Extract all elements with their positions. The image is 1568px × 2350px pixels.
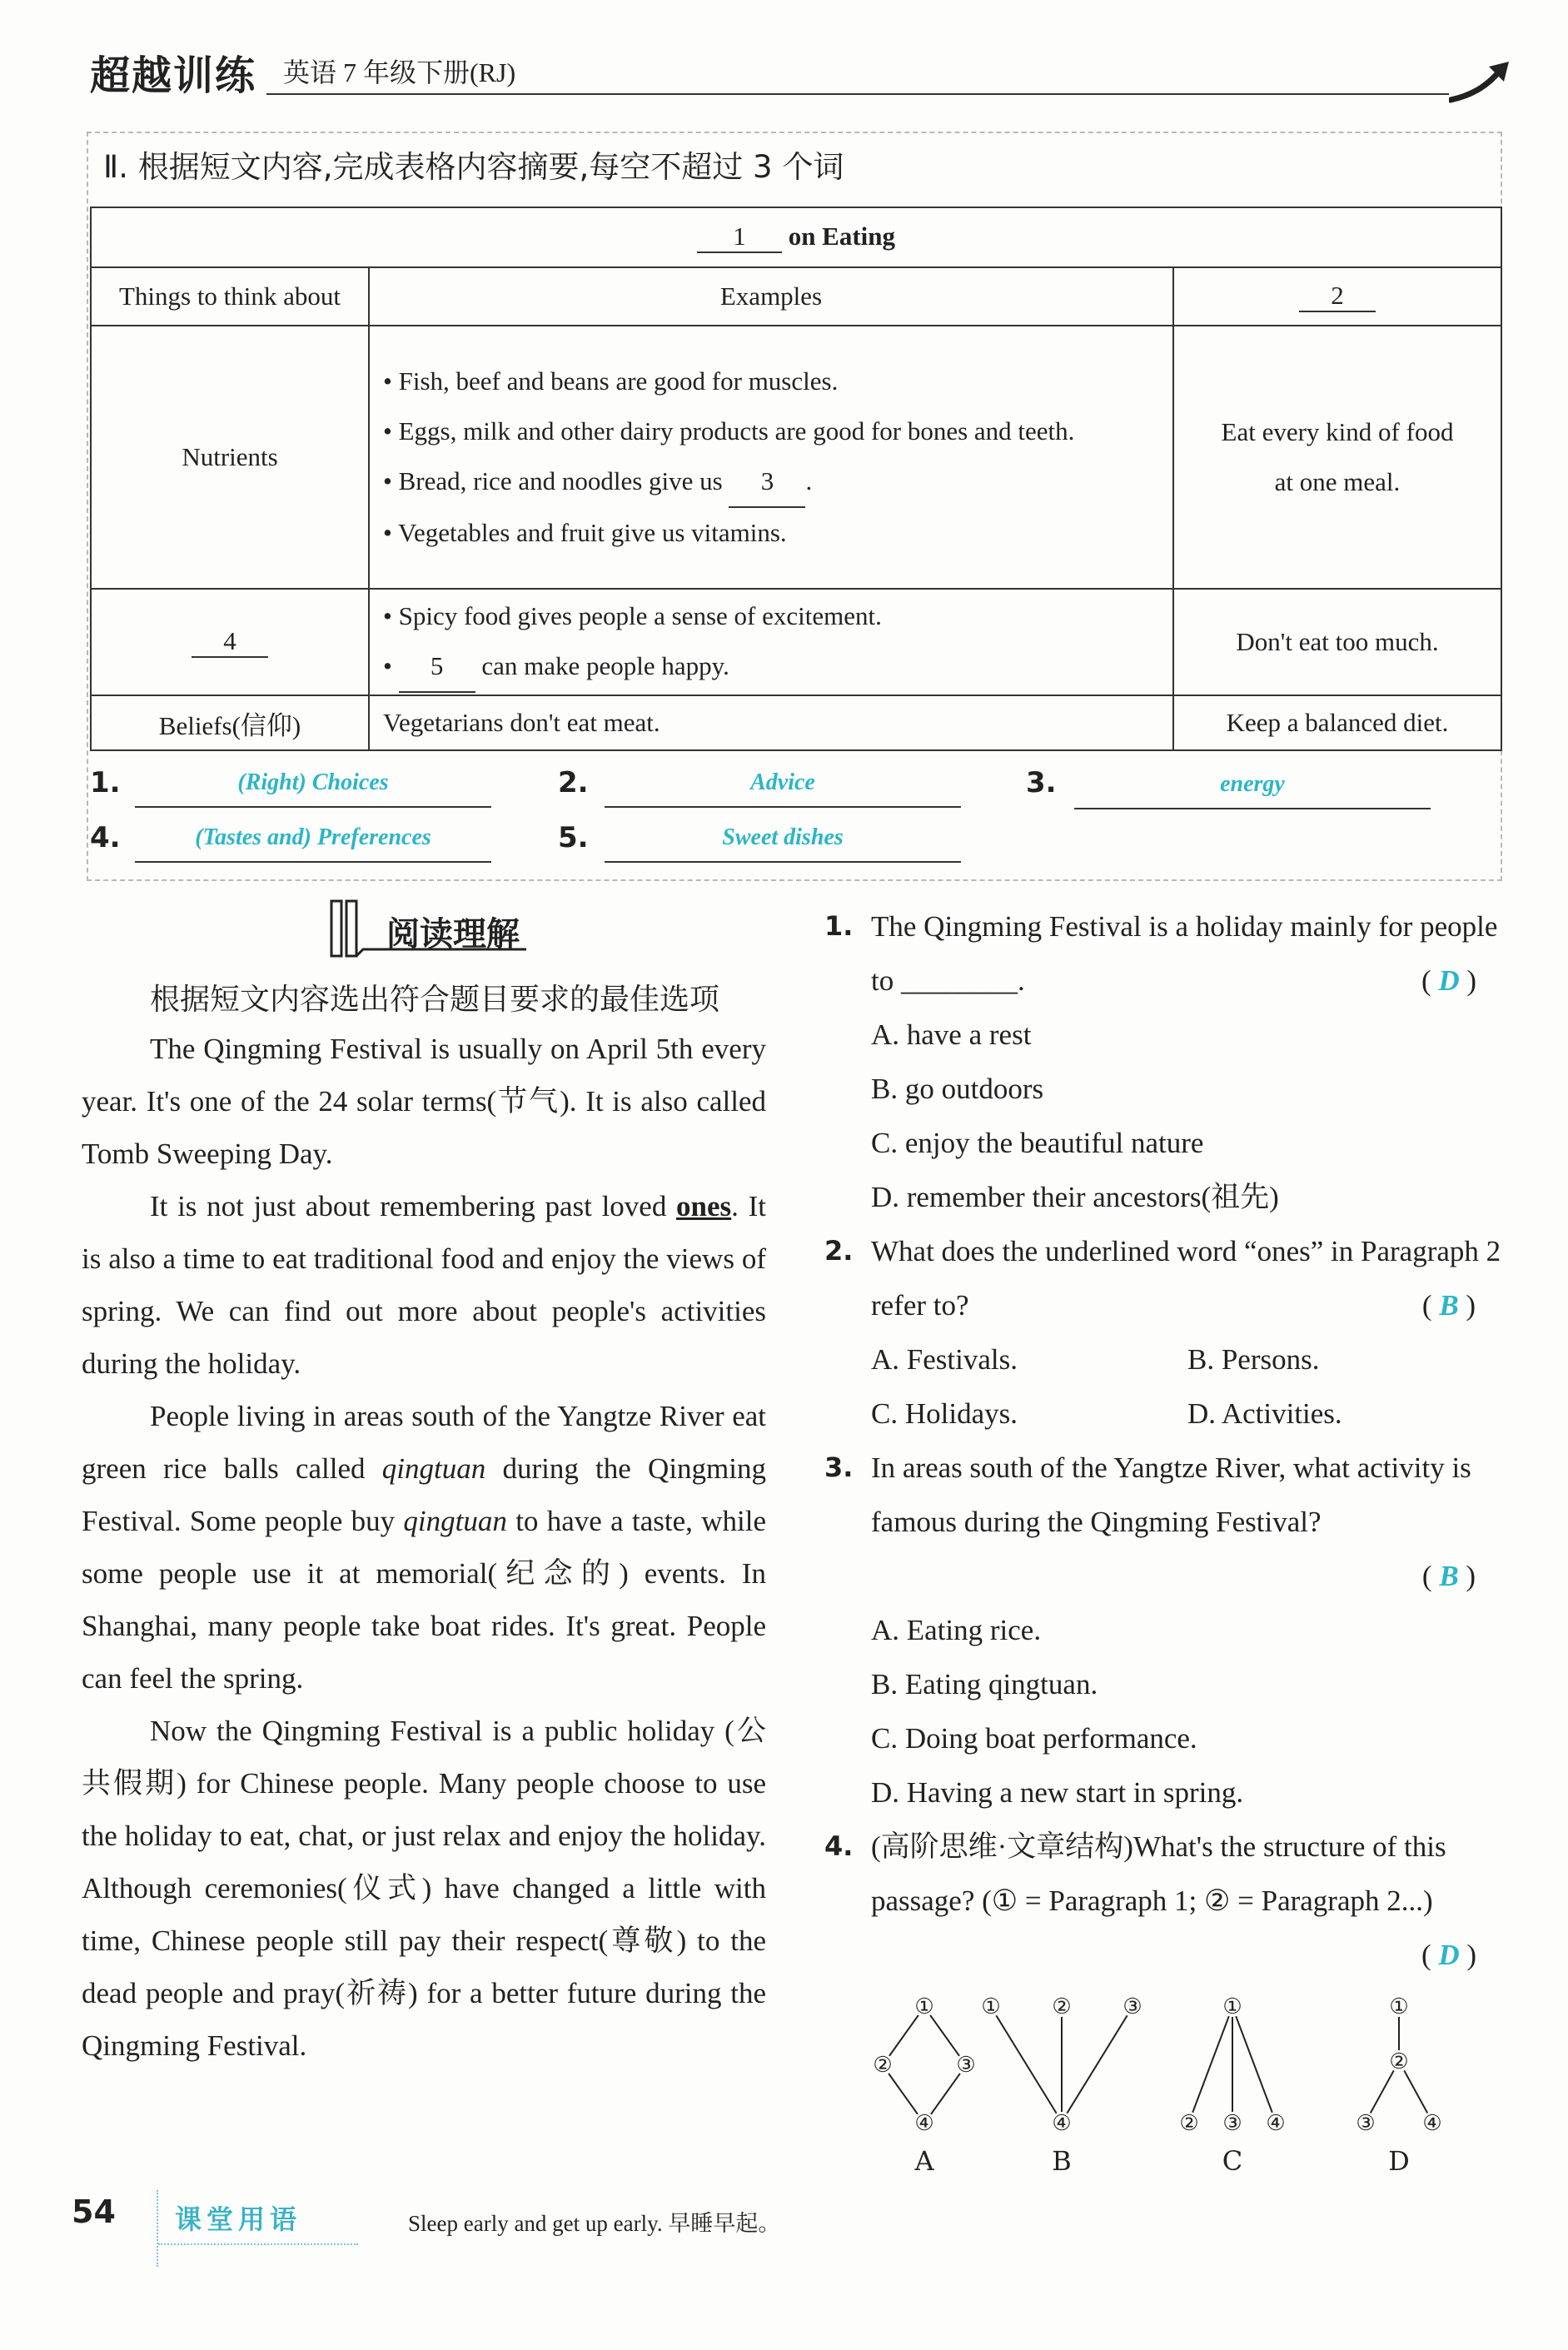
row-nutrients-label: Nutrients [91, 326, 369, 589]
question-3-answer: B [1439, 1560, 1459, 1592]
paragraph-2 [82, 1180, 766, 1390]
footer-divider [157, 2190, 158, 2267]
diagram-a-node-2: ② [873, 2053, 893, 2078]
reading-passage [82, 1023, 766, 2072]
answer-line-3 [1074, 771, 1431, 809]
diagram-c-node-3: ③ [1222, 2111, 1242, 2136]
q2-option-b: B. Persons. [1187, 1343, 1320, 1376]
section2-title: Ⅱ. 根据短文内容,完成表格内容摘要,每空不超过 3 个词 [103, 149, 844, 185]
diagram-b-node-2: ② [1052, 1994, 1072, 2019]
q3-option-d: D. Having a new start in spring. [871, 1776, 1244, 1809]
answer-paren-1: ( D ) [1421, 964, 1477, 997]
question-2-stem: What does the underlined word “ones” in Paragraph 2 refer to? [871, 1235, 1501, 1322]
diagram-label-d: D [1388, 2145, 1410, 2177]
diagram-c-node-1: ① [1222, 1994, 1242, 2019]
reading-section-title: 阅读理解 [386, 915, 520, 953]
answer-line-4 [135, 824, 491, 863]
q3-option-b: B. Eating qingtuan. [871, 1668, 1098, 1700]
q2-option-d: D. Activities. [1187, 1397, 1342, 1430]
table-title-cell [91, 207, 1501, 267]
q1-option-d: D. remember their ancestors(祖先) [871, 1181, 1279, 1213]
row-4-examples [369, 589, 1173, 695]
question-1-number: 1. [824, 910, 854, 942]
footer-rule [158, 2243, 358, 2245]
answer-line-1 [135, 769, 491, 808]
question-1-stem: The Qingming Festival is a holiday mainly for people to ________. [871, 910, 1498, 997]
nutrients-bullet-3 [383, 456, 1159, 508]
question-4-stem: (高阶思维·文章结构)What's the structure of this passage? (① = Paragraph 1; ② = Paragraph 2...) [871, 1830, 1446, 1917]
arrow-icon [1449, 58, 1516, 108]
answer-1: (Right) Choices [237, 769, 389, 795]
question-1 [824, 899, 1507, 1008]
blank-1: 1 [697, 222, 782, 253]
answer-paren-4: ( D ) [1421, 1939, 1477, 1971]
underlined-word: ones [676, 1190, 732, 1222]
nutrients-bullet-2: • Eggs, milk and other dairy products are good for bones and teeth. [383, 416, 1075, 446]
paragraph-3 [82, 1390, 766, 1705]
diagram-b-node-4: ④ [1052, 2111, 1072, 2136]
header-rule [266, 93, 1449, 95]
header-brand: 超越训练 [90, 52, 257, 99]
answer-paren-4-row [824, 1928, 1507, 1982]
diagram-c-node-4: ④ [1266, 2111, 1286, 2136]
p3-text-b: during the Qingming Festival. Some people buy [82, 1452, 766, 1537]
diagram-label-b: B [1052, 2145, 1072, 2177]
answer-num-1: 1. [90, 766, 121, 799]
answer-line-5 [605, 824, 961, 863]
diagram-label-a: A [914, 2145, 934, 2177]
structure-diagrams [858, 1982, 1474, 2182]
answer-paren-3-row [824, 1549, 1507, 1603]
diagram-a-node-1: ① [914, 1994, 934, 2019]
row-beliefs-advice: Keep a balanced diet. [1173, 695, 1501, 750]
bullet-3-post: . [805, 466, 813, 495]
q2-options-row-2 [824, 1387, 1507, 1441]
q1-option-c: C. enjoy the beautiful nature [871, 1127, 1204, 1159]
row-4-advice: Don't eat too much. [1173, 589, 1501, 695]
diagram-b-node-3: ③ [1122, 1994, 1142, 2019]
answer-num-3: 3. [1026, 766, 1057, 799]
q3-option-c: C. Doing boat performance. [871, 1722, 1197, 1755]
row4-bullet-2 [383, 641, 1159, 693]
nutrients-advice-text: Eat every kind of food at one meal. [1221, 417, 1454, 496]
p3-text-a: People living in areas south of the Yangtze River eat green rice balls called [82, 1400, 766, 1485]
nutrients-bullet-1: • Fish, beef and beans are good for muscles. [383, 366, 839, 396]
question-4 [824, 1820, 1507, 1928]
answer-paren-2: ( B ) [1421, 1289, 1476, 1322]
diagram-a-node-3: ③ [956, 2053, 976, 2078]
question-3-number: 3. [824, 1451, 854, 1483]
diagram-a-node-4: ④ [914, 2111, 934, 2136]
answer-num-5: 5. [558, 821, 589, 854]
row4-bullet-2-text: can make people happy. [481, 651, 729, 680]
col1-header: Things to think about [91, 267, 369, 326]
p3-italic-2: qingtuan [403, 1505, 507, 1537]
q3-option-a: A. Eating rice. [871, 1614, 1042, 1646]
footer-text: Sleep early and get up early. 早睡早起。 [408, 2211, 781, 2236]
row4-bullet-1: • Spicy food gives people a sense of excitement. [383, 601, 882, 630]
question-1-answer: D [1438, 964, 1460, 997]
question-3-stem: In areas south of the Yangtze River, what activity is famous during the Qingming Festival? [871, 1451, 1471, 1538]
row-beliefs-example: Vegetarians don't eat meat. [369, 695, 1173, 750]
reading-instruction: 根据短文内容选出符合题目要求的最佳选项 [150, 983, 720, 1017]
blank-4: 4 [192, 626, 268, 658]
question-2-answer: B [1439, 1289, 1459, 1322]
answer-5: Sweet dishes [722, 824, 844, 850]
col3-header [1173, 267, 1501, 326]
blank-2: 2 [1299, 281, 1376, 312]
blank-3: 3 [729, 456, 805, 508]
p3-italic-1: qingtuan [381, 1452, 486, 1485]
row-beliefs-label: Beliefs(信仰) [91, 695, 369, 750]
col2-header: Examples [369, 267, 1173, 326]
diagram-d-node-4: ④ [1422, 2111, 1442, 2136]
q2-option-c: C. Holidays. [871, 1397, 1018, 1430]
question-4-number: 4. [824, 1830, 854, 1862]
question-2-number: 2. [824, 1235, 854, 1267]
diagram-c-node-2: ② [1179, 2111, 1199, 2136]
q1-option-b: B. go outdoors [871, 1073, 1044, 1105]
p2-text-a: It is not just about remembering past loved [150, 1190, 667, 1222]
answer-paren-3: ( B ) [1421, 1560, 1476, 1592]
row-4-label [91, 589, 369, 695]
p2-text-b: . It is also a time to eat traditional food and enjoy the views of spring. We can find out more about people's activities during the holiday. [82, 1190, 766, 1380]
table-title-text: on Eating [788, 222, 896, 251]
answer-num-2: 2. [558, 766, 589, 799]
q2-option-a: A. Festivals. [871, 1343, 1018, 1376]
paragraph-1: The Qingming Festival is usually on April 5th every year. It's one of the 24 solar terms(节气). It is also called Tomb Sweeping Day. [82, 1033, 766, 1170]
answer-3: energy [1220, 771, 1285, 797]
row-nutrients-advice [1173, 326, 1501, 589]
footer-label: 课堂用语 [175, 2203, 302, 2235]
page-number: 54 [72, 2193, 116, 2230]
question-4-answer: D [1438, 1939, 1460, 1971]
blank-5: 5 [399, 641, 475, 693]
row4-bullet-dot: • [383, 651, 392, 680]
diagram-d-node-2: ② [1389, 2049, 1409, 2074]
nutrients-bullet-4: • Vegetables and fruit give us vitamins. [383, 518, 787, 547]
p3-text-c: to have a taste, while some people use it at memorial(纪念的) events. In Shanghai, many people take boat rides. It's great. People can feel the spring. [82, 1505, 766, 1695]
summary-table [90, 207, 1502, 751]
answer-num-4: 4. [90, 821, 121, 854]
question-3 [824, 1441, 1507, 1549]
diagram-b-node-1: ① [981, 1994, 1001, 2019]
answer-line-2 [605, 769, 961, 808]
questions-column [824, 899, 1507, 1982]
diagram-d-node-1: ① [1389, 1994, 1409, 2019]
answer-2: Advice [750, 769, 815, 795]
q2-options-row-1 [824, 1332, 1507, 1387]
diagram-label-c: C [1222, 2145, 1243, 2177]
question-2 [824, 1224, 1507, 1332]
row-nutrients-examples [369, 326, 1173, 589]
diagram-d-node-3: ③ [1356, 2111, 1376, 2136]
q1-option-a: A. have a rest [871, 1018, 1032, 1051]
paragraph-4: Now the Qingming Festival is a public holiday (公共假期) for Chinese people. Many people choose to use the holiday to eat, chat, or just relax and enjoy the holiday. Although ceremonies(仪式) have changed a little with time, Chinese people still pay their respect(尊敬) to the dead people and pray(祈祷) for a better future during the Qingming Festival. [82, 1715, 766, 2062]
answer-4: (Tastes and) Preferences [195, 824, 431, 850]
header-subtitle: 英语 7 年级下册(RJ) [283, 57, 516, 87]
bullet-3-pre: • Bread, rice and noodles give us [383, 466, 723, 495]
